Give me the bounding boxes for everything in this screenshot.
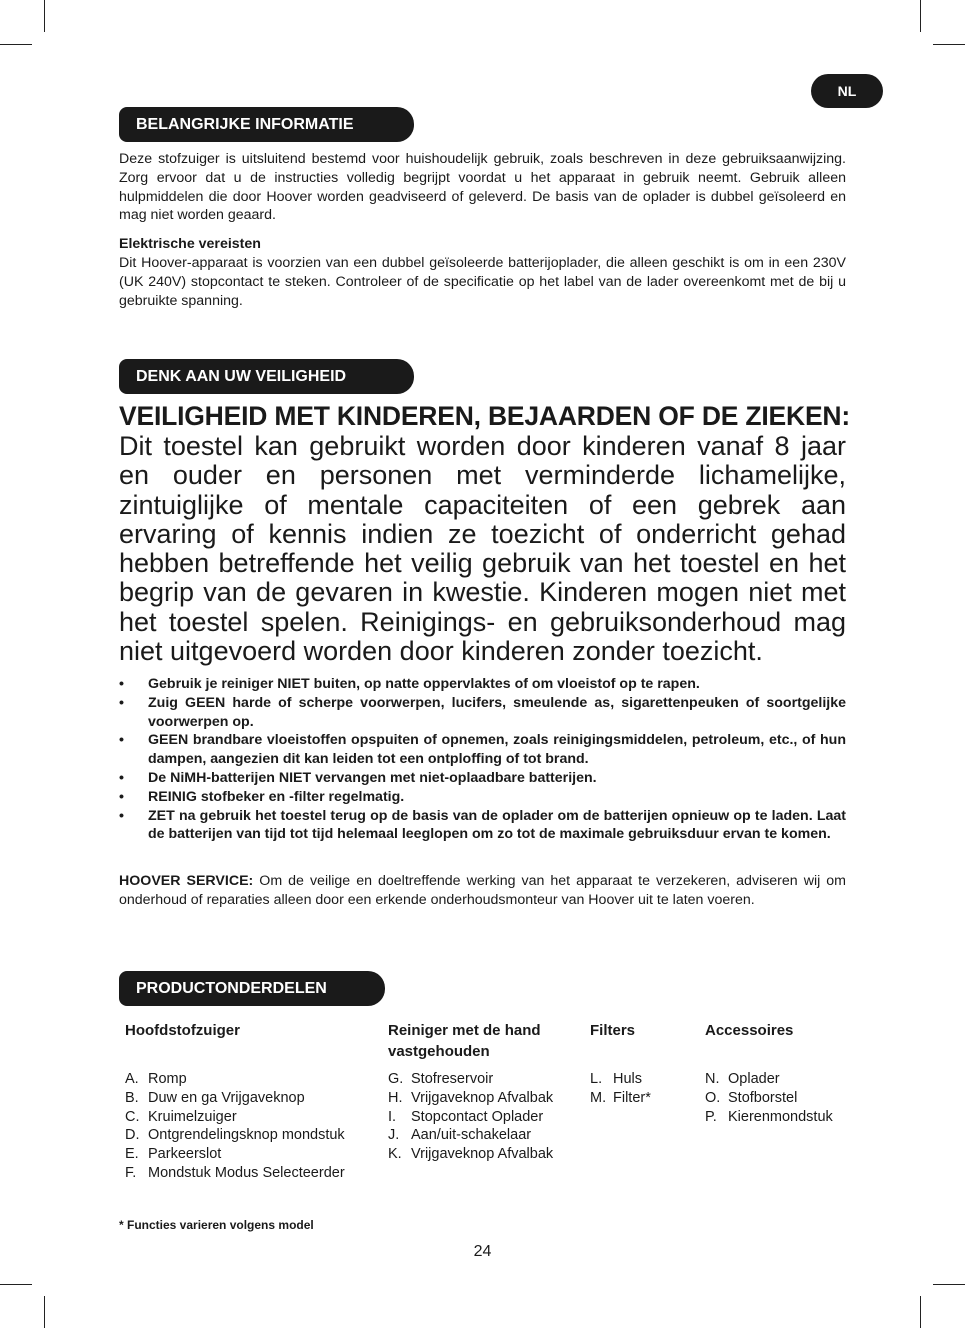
column-title: Accessoires <box>705 1022 794 1039</box>
list-item <box>119 731 846 769</box>
crop-mark <box>933 1284 965 1285</box>
list-item <box>125 1070 375 1089</box>
part-letter: I. <box>388 1108 397 1125</box>
part-label: Oplader <box>728 1071 780 1087</box>
crop-mark <box>920 1296 921 1328</box>
list-item <box>705 1108 855 1127</box>
part-label: Kierenmondstuk <box>728 1108 833 1125</box>
safety-text: Dit toestel kan gebruikt worden door kinderen vanaf 8 jaar en ouder en personen met verminderde lichamelijke, zintuiglijke of mentale capaciteiten of een gebrek aan ervaring of kennis indien ze toezicht of onderricht gehad hebben betreffende het veilig gebruik van het toestel en het begrip van de gevaren in kwestie. Kinderen mogen niet met het toestel spelen. Reinigings- en gebruiksonderhoud mag niet uitgevoerd worden door kinderen zonder toezicht. <box>119 431 846 667</box>
list-item <box>388 1145 583 1164</box>
column-title: Hoofdstofzuiger <box>125 1022 240 1039</box>
part-letter: G. <box>388 1071 404 1087</box>
part-letter: E. <box>125 1146 139 1163</box>
part-label: Stopcontact Oplader <box>411 1108 544 1125</box>
part-label: Mondstuk Modus Selecteerder <box>148 1164 345 1181</box>
list-item <box>388 1070 583 1089</box>
part-label: Duw en ga Vrijgaveknop <box>148 1089 305 1106</box>
part-label: Stofborstel <box>728 1089 798 1106</box>
list-item <box>119 788 846 807</box>
list-item <box>125 1164 375 1183</box>
list-item <box>705 1089 855 1108</box>
list-item <box>388 1126 583 1145</box>
part-label: Kruimelzuiger <box>148 1108 237 1125</box>
part-letter: C. <box>125 1108 140 1125</box>
part-label: Stofreservoir <box>411 1071 494 1087</box>
part-label: Romp <box>148 1071 187 1087</box>
part-letter: N. <box>705 1071 720 1087</box>
hoover-service-label: HOOVER SERVICE: <box>119 873 254 889</box>
section-header-safety: DENK AAN UW VEILIGHEID <box>119 359 414 394</box>
bullet-text: Zuig GEEN harde of scherpe voorwerpen, lucifers, smeulende as, sigarettenpeuken of soortgelijke voorwerpen op. <box>148 694 846 730</box>
part-label: Huls <box>613 1071 643 1087</box>
crop-mark <box>920 0 921 32</box>
parts-column-handheld <box>388 1020 583 1164</box>
parts-column-accessories <box>705 1020 855 1126</box>
crop-mark <box>933 44 965 45</box>
part-letter: L. <box>590 1071 603 1087</box>
list-item <box>590 1089 695 1108</box>
part-label: Parkeerslot <box>148 1146 222 1163</box>
list-item <box>125 1126 375 1145</box>
electrical-requirements-text: Dit Hoover-apparaat is voorzien van een dubbel geïsoleerde batterijoplader, die alleen geschikt is om in een 230V (UK 240V) stopcontact te steken. Controleer of de specificatie op het label van de lader overeenkomt met de bij u gebruikte spanning. <box>119 254 846 309</box>
list-item <box>388 1089 583 1108</box>
bullet-text: De NiMH-batterijen NIET vervangen met niet-oplaadbare batterijen. <box>148 769 597 786</box>
hoover-service-paragraph <box>119 872 846 910</box>
list-item <box>388 1108 583 1127</box>
electrical-requirements-title: Elektrische vereisten <box>119 236 261 253</box>
crop-mark <box>0 44 32 45</box>
bullet-icon: • <box>119 732 124 749</box>
intro-paragraph: Deze stofzuiger is uitsluitend bestemd voor huishoudelijk gebruik, zoals beschreven in deze gebruiksaanwijzing. Zorg ervoor dat u de instructies volledig begrijpt voordat u het apparaat in gebruik neemt. Gebruik alleen hulpmiddelen die door Hoover worden geadviseerd of geleverd. De basis van de oplader is dubbel geïsoleerd en mag niet worden geaard. <box>119 151 846 224</box>
part-letter: J. <box>388 1127 400 1144</box>
bullet-icon: • <box>119 807 124 824</box>
part-label: Filter* <box>613 1089 651 1106</box>
bullet-icon: • <box>119 694 124 711</box>
safety-title: VEILIGHEID MET KINDEREN, BEJAARDEN OF DE ZIEKEN: <box>119 401 850 431</box>
part-letter: A. <box>125 1071 139 1087</box>
part-letter: O. <box>705 1089 721 1106</box>
bullet-text: REINIG stofbeker en -filter regelmatig. <box>148 788 405 805</box>
bullet-text: GEEN brandbare vloeistoffen opspuiten of opnemen, zoals reinigingsmiddelen, petroleum, etc., of hun dampen, aangezien dit kan leiden tot een ontploffing of tot brand. <box>148 732 846 768</box>
part-label: Vrijgaveknop Afvalbak <box>411 1089 554 1106</box>
bullet-icon: • <box>119 769 124 786</box>
part-letter: H. <box>388 1089 403 1106</box>
parts-column-filters <box>590 1020 695 1108</box>
bullet-icon: • <box>119 788 124 805</box>
hoover-service-text: Om de veilige en doeltreffende werking van het apparaat te verzekeren, adviseren wij om onderhoud of reparaties alleen door een erkende onderhoudsmonteur van Hoover uit te laten voeren. <box>119 873 846 908</box>
list-item <box>590 1070 695 1089</box>
column-title: Filters <box>590 1022 636 1039</box>
list-item <box>119 807 846 845</box>
list-item <box>119 675 846 694</box>
section-header-product-parts: PRODUCTONDERDELEN <box>119 971 385 1006</box>
list-item <box>125 1145 375 1164</box>
part-label: Vrijgaveknop Afvalbak <box>411 1146 554 1163</box>
bullet-icon: • <box>119 676 124 692</box>
bullet-text: Gebruik je reiniger NIET buiten, op natte oppervlaktes of om vloeistof op te rapen. <box>148 676 700 692</box>
list-item <box>119 769 846 788</box>
list-item <box>125 1108 375 1127</box>
part-letter: K. <box>388 1146 402 1163</box>
crop-mark <box>44 0 45 32</box>
crop-mark <box>0 1284 32 1285</box>
part-label: Aan/uit-schakelaar <box>411 1127 532 1144</box>
bullet-text: ZET na gebruik het toestel terug op de basis van de oplader om de batterijen opnieuw op te laden. Laat de batterijen van tijd tot tijd helemaal leeglopen om zo tot de maximale gebruiksduur ervan te komen. <box>148 807 846 843</box>
parts-column-main <box>125 1020 375 1183</box>
column-title: Reiniger met de hand vastgehouden <box>388 1022 541 1060</box>
part-letter: D. <box>125 1127 140 1144</box>
part-label: Ontgrendelingsknop mondstuk <box>148 1127 345 1144</box>
list-item <box>705 1070 855 1089</box>
part-letter: P. <box>705 1108 717 1125</box>
part-letter: F. <box>125 1164 137 1181</box>
language-badge: NL <box>811 74 883 108</box>
part-letter: M. <box>590 1089 607 1106</box>
list-item <box>125 1089 375 1108</box>
footnote: * Functies varieren volgens model <box>119 1218 314 1232</box>
page-number: 24 <box>473 1243 492 1260</box>
important-info-block <box>119 150 846 310</box>
safety-bullet-list <box>119 675 846 844</box>
part-letter: B. <box>125 1089 139 1106</box>
crop-mark <box>44 1296 45 1328</box>
section-header-important-info: BELANGRIJKE INFORMATIE <box>119 107 414 142</box>
list-item <box>119 694 846 732</box>
